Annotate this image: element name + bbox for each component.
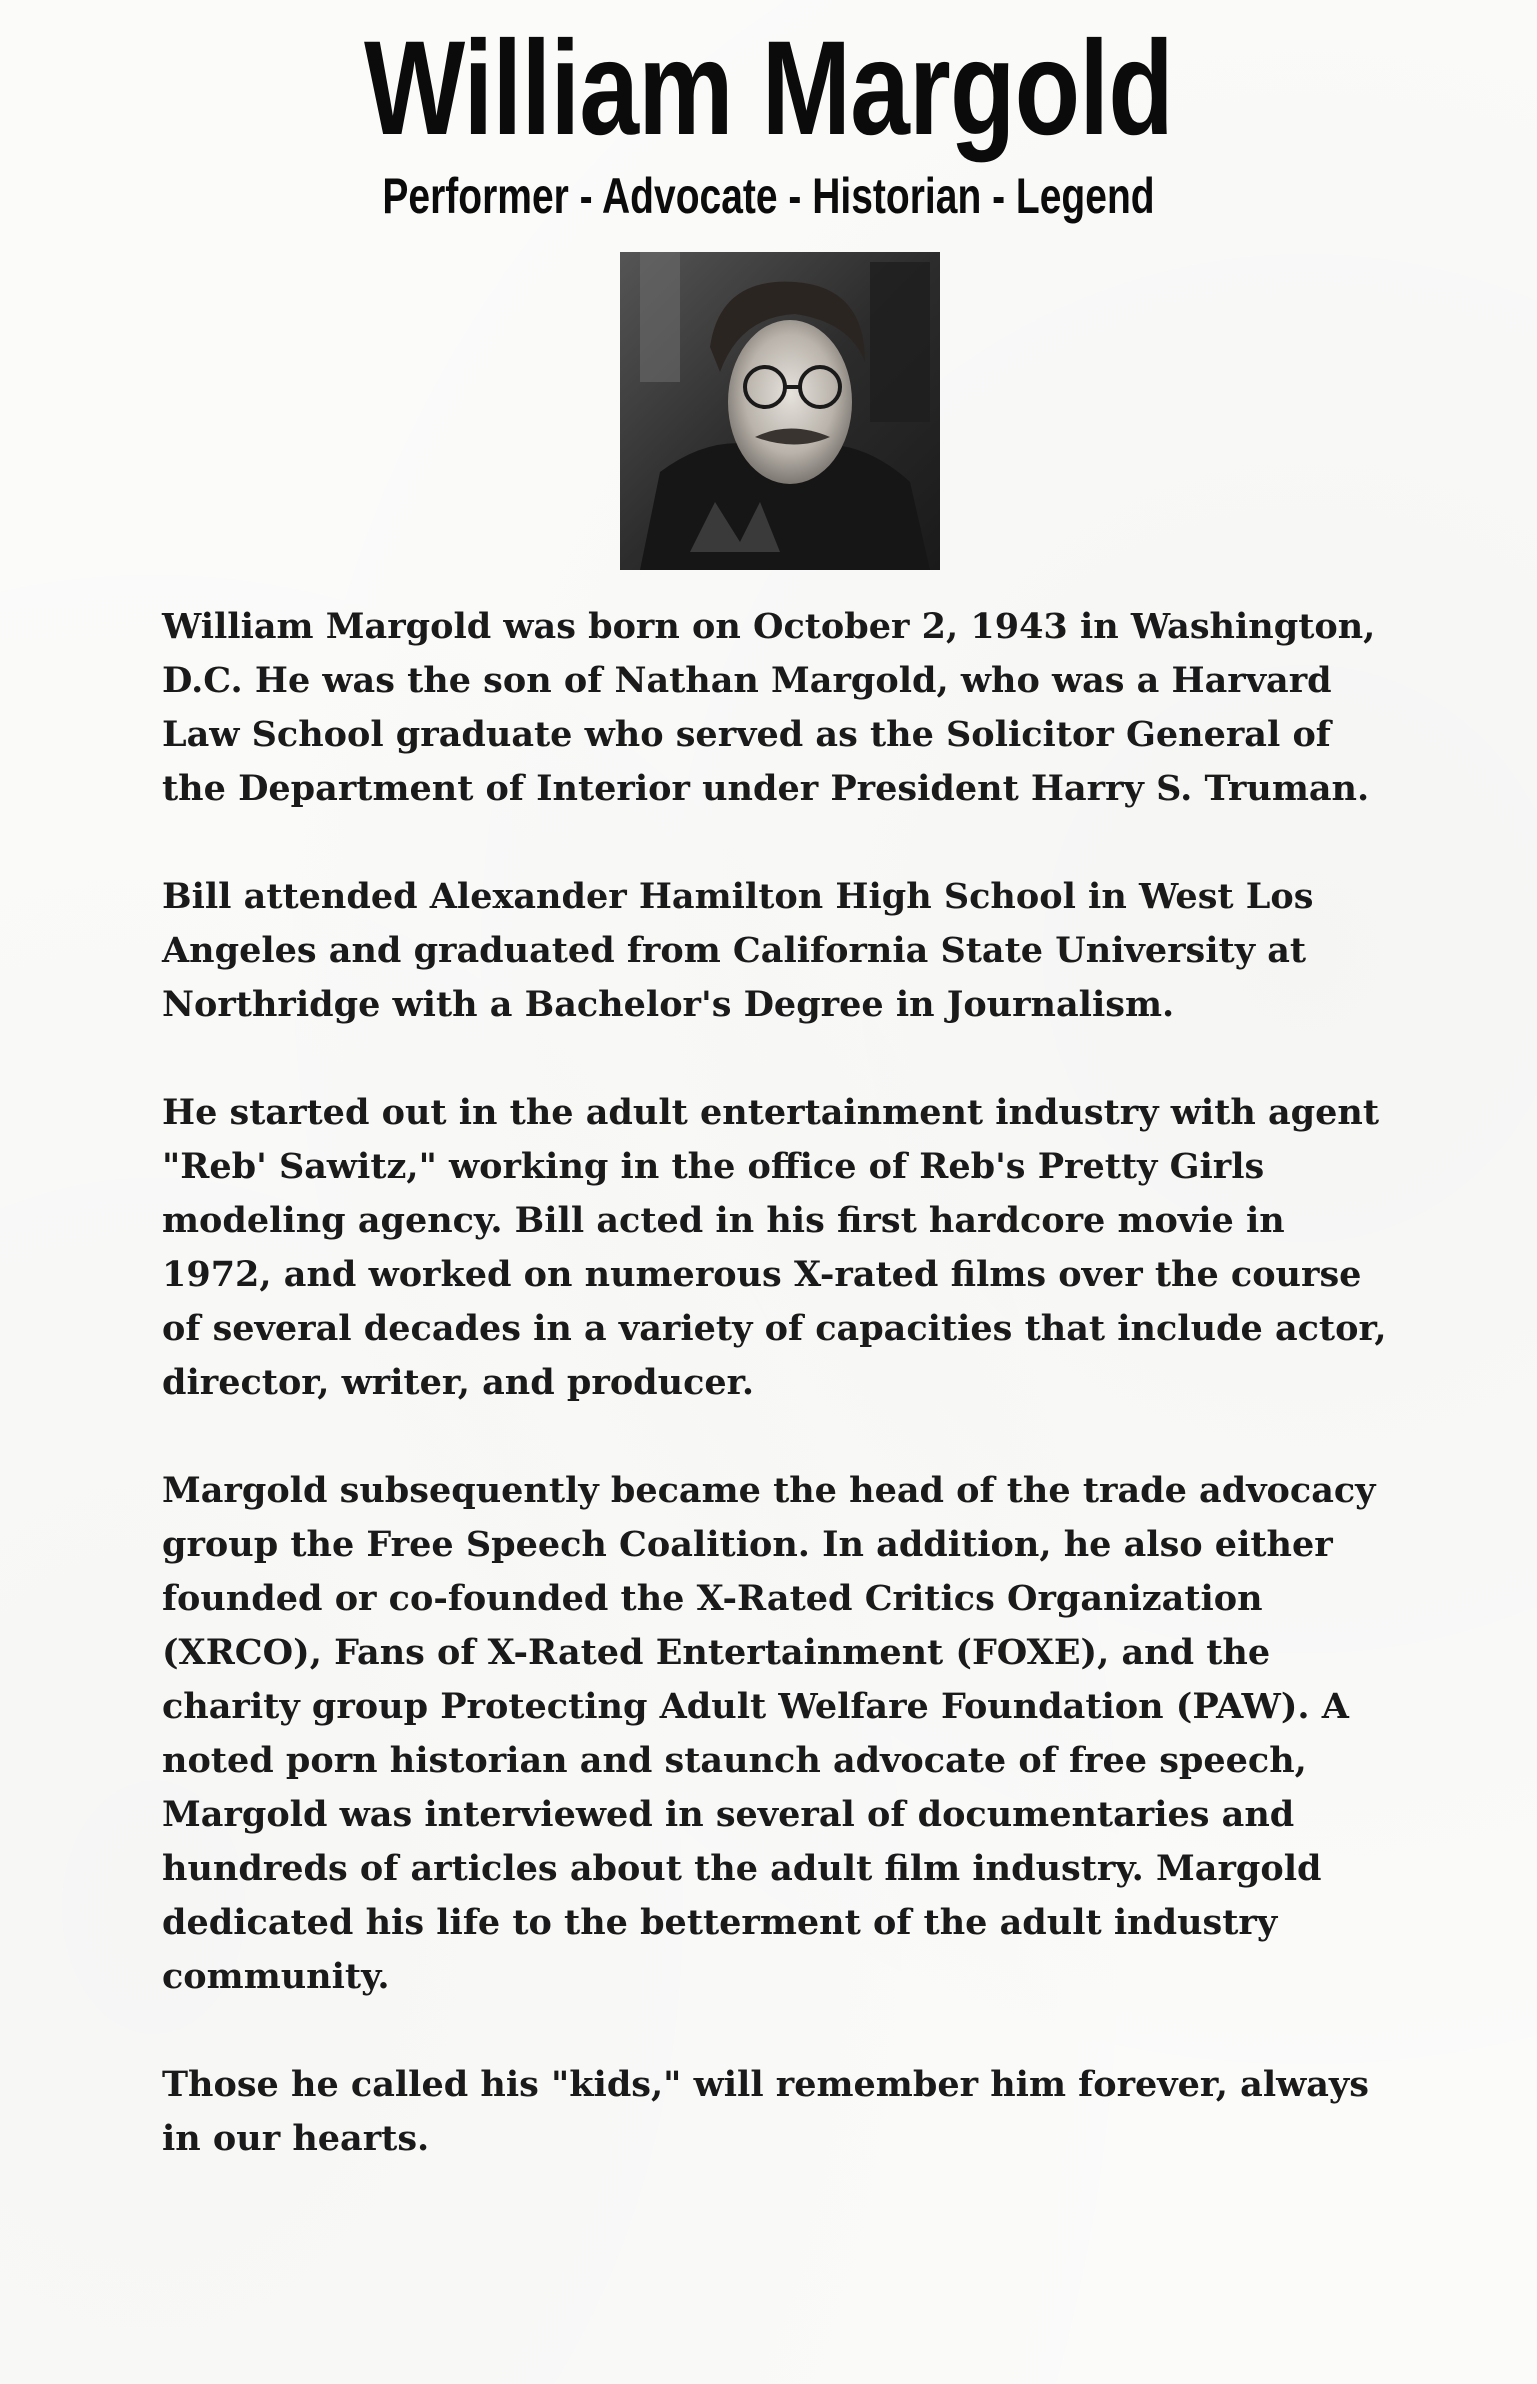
page-title: William Margold [364, 14, 1173, 163]
biography [162, 600, 1402, 2166]
paragraph-advocacy: Margold subsequently became the head of the trade advocacy group the Free Speech Coalition. In addition, he also either founded or co-founded the X-Rated Critics Organization (XRCO), Fans of X-Rated Entertainment (FOXE), and the charity group Protecting Adult Welfare Foundation (PAW). A noted porn historian and staunch advocate of free speech, Margold was interviewed in several of documentaries and hundreds of articles about the adult film industry. Margold dedicated his life to the betterment of the adult industry community. [162, 1470, 1376, 1997]
paragraph-closing: Those he called his "kids," will remember him forever, always in our hearts. [162, 2064, 1369, 2159]
paragraph-education: Bill attended Alexander Hamilton High School in West Los Angeles and graduated from California State University at Northridge with a Bachelor's Degree in Journalism. [162, 876, 1314, 1025]
page-subtitle: Performer - Advocate - Historian - Legend [382, 168, 1155, 224]
portrait-photo [620, 252, 940, 570]
paragraph-birth: William Margold was born on October 2, 1943 in Washington, D.C. He was the son of Nathan Margold, who was a Harvard Law School graduate who served as the Solicitor General of the Department of Interior under President Harry S. Truman. [162, 606, 1376, 809]
paragraph-career: He started out in the adult entertainment industry with agent "Reb' Sawitz," working in the office of Reb's Pretty Girls modeling agency. Bill acted in his first hardcore movie in 1972, and worked on numerous X-rated films over the course of several decades in a variety of capacities that include actor, director, writer, and producer. [162, 1092, 1387, 1403]
